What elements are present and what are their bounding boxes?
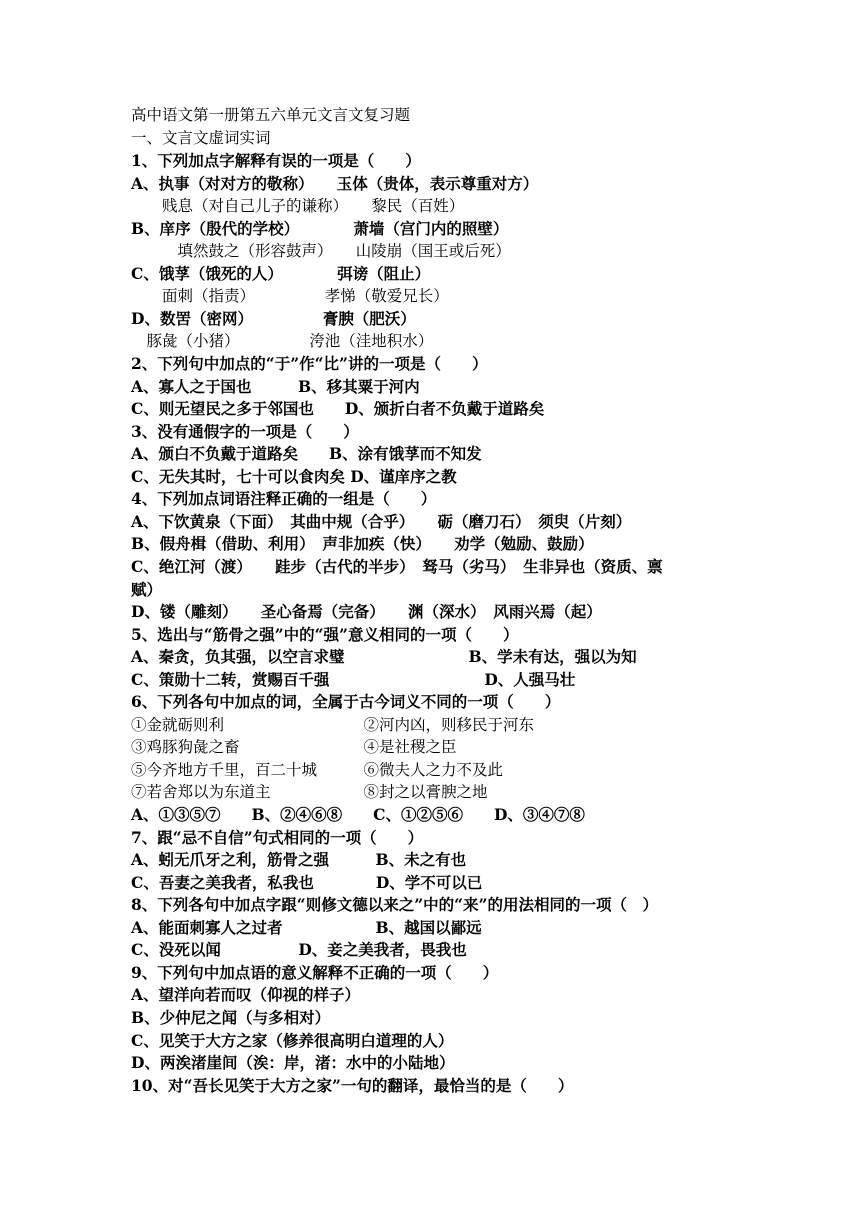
text-line: 4、下列加点词语注释正确的一组是（ ） xyxy=(131,489,437,509)
text-line: C、无失其时，七十可以食肉矣 D、谨庠序之教 xyxy=(131,466,457,486)
text-line: 6、下列各句中加点的词，全属于古今词义不同的一项（ ） xyxy=(131,692,561,712)
text-line: ①金就砺则利 ②河内凶，则移民于河东 xyxy=(131,715,535,734)
text-line: C、则无望民之多于邻国也 D、颁折白者不负戴于道路矣 xyxy=(131,399,545,419)
text-line: A、寡人之于国也 B、移其粟于河内 xyxy=(131,376,420,396)
text-line: 面刺（指责） 孝悌（敬爱兄长） xyxy=(131,287,449,306)
text-line: 赋） xyxy=(131,579,163,599)
text-line: C、吾妻之美我者，私我也 D、学不可以已 xyxy=(131,872,483,892)
text-line: B、少仲尼之闻（与多相对） xyxy=(131,1007,331,1027)
text-line: 3、没有通假字的一项是（ ） xyxy=(131,421,359,441)
text-line: 2、下列句中加点的“于”作“比”讲的一项是（ ） xyxy=(131,354,488,373)
text-line: D、两涘渚崖间（涘：岸，渚：水中的小陆地） xyxy=(131,1053,455,1072)
text-line: A、下饮黄泉（下面） 其曲中规（合乎） 砺（磨刀石） 须臾（片刻） xyxy=(131,511,632,531)
text-line: A、望洋向若而叹（仰视的样子） xyxy=(131,985,361,1005)
text-line: C、饿莩（饿死的人） 弭谤（阻止） xyxy=(131,263,431,283)
text-line: 9、下列句中加点语的意义解释不正确的一项（ ） xyxy=(131,962,499,982)
text-line: ⑦若舍郑以为东道主 ⑧封之以膏腴之地 xyxy=(131,783,488,802)
text-line: 8、下列各句中加点字跟“则修文德以来之”中的“来”的用法相同的一项（ ） xyxy=(131,895,658,915)
text-line: ③鸡豚狗彘之畜 ④是社稷之臣 xyxy=(131,738,457,757)
text-line: A、蚓无爪牙之利，筋骨之强 B、未之有也 xyxy=(131,850,467,870)
text-line: D、数罟（密网） 膏腴（肥沃） xyxy=(131,308,416,328)
text-line: C、绝江河（渡） 跬步（古代的半步） 驽马（劣马） 生非异也（资质、禀 xyxy=(131,556,663,576)
text-line: B、假舟楫（借助、利用） 声非加疾（快） 劝学（勉励、鼓励） xyxy=(131,534,594,554)
text-line: 1、下列加点字解释有误的一项是（ ） xyxy=(131,151,421,170)
text-line: A、能面刺寡人之过者 B、越国以鄙远 xyxy=(131,917,482,937)
text-line: 10、对“吾长见笑于大方之家”一句的翻译，最恰当的是（ ） xyxy=(131,1075,574,1095)
text-line: A、①③⑤⑦ B、②④⑥⑧ C、①②⑤⑥ D、③④⑦⑧ xyxy=(131,805,585,824)
text-line: A、秦贪，负其强，以空言求璧 B、学未有达，强以为知 xyxy=(131,647,637,667)
text-line: A、执事（对对方的敬称） 玉体（贵体，表示尊重对方） xyxy=(131,173,539,193)
text-line: C、没死以闻 D、妾之美我者，畏我也 xyxy=(131,940,467,960)
text-line: 豚彘（小猪） 洿池（洼地积水） xyxy=(131,332,434,351)
text-line: A、颁白不负戴于道路矣 B、涂有饿莩而不知发 xyxy=(131,444,482,464)
text-line: 填然鼓之（形容鼓声） 山陵崩（国王或后死） xyxy=(131,242,511,261)
text-line: 5、选出与“筋骨之强”中的“强”意义相同的一项（ ） xyxy=(131,624,519,644)
text-line: C、见笑于大方之家（修养很高明白道理的人） xyxy=(131,1030,454,1050)
text-line: C、策勋十二转，赏赐百千强 D、人强马壮 xyxy=(131,669,576,689)
text-line: 7、跟“忌不自信”句式相同的一项（ ） xyxy=(131,827,424,847)
text-line: ⑤今齐地方千里，百二十城 ⑥微夫人之力不及此 xyxy=(131,760,504,779)
text-line: D、镂（雕刻） 圣心备焉（完备） 渊（深水） 风雨兴焉（起） xyxy=(131,602,602,621)
document-title: 高中语文第一册第五六单元文言文复习题 xyxy=(131,106,411,124)
section-heading: 一、文言文虚词实词 xyxy=(131,129,271,147)
text-line: B、庠序（殷代的学校） 萧墙（宫门内的照壁） xyxy=(131,218,509,238)
text-line: 贱息（对自己儿子的谦称） 黎民（百姓） xyxy=(131,197,465,216)
